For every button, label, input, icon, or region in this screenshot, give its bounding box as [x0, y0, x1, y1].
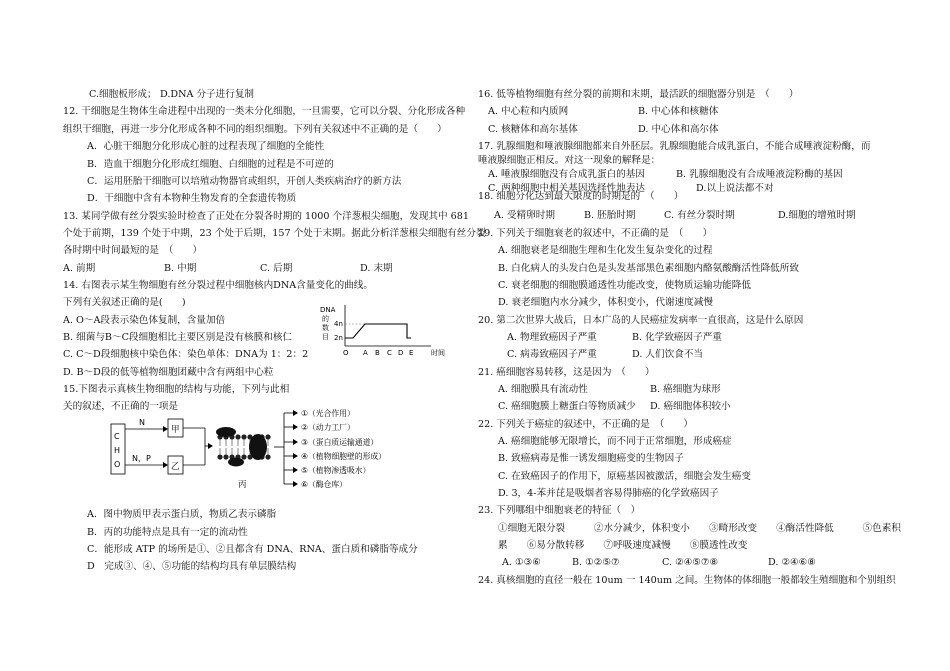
- q22-option-c: C. 在致癌因子的作用下，原癌基因被激活，细胞会发生癌变: [498, 471, 751, 482]
- q21-option-b: B. 癌细胞为球形: [650, 384, 721, 395]
- q18-option-b: B. 胚胎时期: [584, 210, 636, 221]
- label-np: N，P: [132, 454, 151, 463]
- q12-option-c: C．运用胚胎干细胞可以培殖动物器官或组织，开创人类疾病治疗的新方法: [87, 176, 402, 187]
- q15-stem-line2: 关的叙述，不正确的一项是: [63, 401, 179, 412]
- q22-option-d: D. 3，4-苯并芘是吸烟者容易得肺癌的化学致癌因子: [498, 488, 719, 499]
- label-n: N: [139, 418, 145, 427]
- q18-option-a: A. 受精卵时期: [494, 210, 555, 221]
- q22-option-b: B. 致癌病毒是惟一诱发细胞癌变的生物因子: [498, 453, 684, 464]
- q11-option-c: C.细胞板形成；: [89, 89, 157, 100]
- function-6: ⑥（酶仓库）: [301, 480, 347, 489]
- q21-option-d: D. 癌细胞体积较小: [650, 401, 731, 412]
- cho-c: C: [114, 432, 120, 441]
- arrowhead-yi: [163, 462, 168, 468]
- q23-items-line1: ①细胞无限分裂 ②水分减少，体积变小 ③畸形改变 ④酶活性降低 ⑤色素积: [498, 523, 901, 534]
- output-arrows: [284, 413, 293, 484]
- label-yi: 乙: [171, 462, 180, 472]
- q20-stem: 20. 第二次世界大战后，日本广岛的人民癌症发病率一直很高，这是什么原因: [478, 315, 804, 326]
- q14-option-c: C. C～D段细胞核中染色体：染色单体：DNA为 1：2：2: [63, 349, 309, 360]
- q16-option-b: B. 中心体和核糖体: [638, 106, 719, 117]
- label-bing: 丙: [238, 480, 247, 490]
- arrowhead-jia: [163, 426, 168, 432]
- q19-option-a: A. 细胞衰老是细胞生理和生化发生复杂变化的过程: [498, 245, 713, 256]
- q12-stem-line1: 12. 干细胞是生物体生命进程中出现的一类未分化细胞，一旦需要，它可以分裂、分化形成各种: [63, 106, 466, 117]
- q15-option-c: C．能形成 ATP 的场所是①、②且都含有 DNA、RNA、蛋白质和磷脂等成分: [87, 544, 418, 555]
- cho-o: O: [114, 460, 121, 469]
- tick-e: E: [409, 349, 414, 357]
- q22-option-a: A. 癌细胞能够无限增长，而不同于正常细胞，形成癌症: [498, 436, 732, 447]
- q23-option-a: A. ①③⑥: [502, 557, 541, 568]
- q12-option-a: A．心脏干细胞分化形成心脏的过程表现了细胞的全能性: [87, 141, 325, 152]
- q23-option-b: B. ①②⑤⑦: [572, 557, 620, 568]
- q21-option-c: C. 癌细胞膜上糖蛋白等物质减少: [498, 401, 636, 412]
- q17-option-d: D.以上说法都不对: [696, 183, 774, 194]
- q14-option-d: D. B～D段的低等植物细胞团藏中含有两组中心粒: [63, 367, 274, 378]
- q18-option-d: D.细胞的增殖时期: [778, 210, 856, 221]
- tick-2n: 2n: [334, 334, 343, 342]
- q13-option-c: C. 后期: [260, 263, 293, 274]
- q19-option-d: D. 衰老细胞内水分减少，体积变小，代谢速度减慢: [498, 297, 713, 308]
- q15-stem-line1: 15.下图表示真核生物细胞的结构与功能，下列与此相: [63, 384, 290, 395]
- q20-option-c: C. 病毒致癌因子严重: [507, 349, 597, 360]
- q12-stem-line2: 组织干细胞，再进一步分化形成各种不同的组织细胞。下列有关叙述中不正确的是（ ）: [63, 124, 447, 135]
- q23-items-line2: 累 ⑥易分散转移 ⑦呼吸速度减慢 ⑧膜透性改变: [498, 540, 748, 551]
- q15-option-b: B．丙的功能特点是具有一定的流动性: [87, 527, 248, 538]
- q21-stem: 21. 癌细胞容易转移，这是因为 （ ）: [478, 367, 655, 378]
- function-4: ④（植物细胞壁的形成）: [301, 452, 386, 461]
- q23-stem: 23. 下列哪组中细胞衰老的特征（ ）: [478, 505, 641, 516]
- function-5: ⑤（植物渗透吸水）: [301, 466, 371, 475]
- tick-a: A: [363, 349, 368, 357]
- q17-option-b: B. 乳腺细胞没有合成唾液淀粉酶的基因: [676, 169, 843, 180]
- q24-stem: 24. 真核细胞的直径一般在 10um 一 140um 之间。生物体的体细胞一般都较生殖细胞和个别组织: [478, 575, 896, 586]
- q16-stem: 16. 低等植物细胞有丝分裂的前期和末期，最活跃的细胞器分别是 （ ）: [478, 89, 799, 100]
- dna-curve: [345, 324, 411, 338]
- tick-d: D: [398, 349, 404, 357]
- q20-option-b: B. 化学致癌因子严重: [632, 332, 722, 343]
- q13-option-d: D. 末期: [360, 263, 393, 274]
- q22-stem: 22. 下列关于癌症的叙述中，不正确的是 （ ）: [478, 419, 693, 430]
- q17-option-a: A. 唾液腺细胞没有合成乳蛋白的基因: [488, 169, 645, 180]
- tick-b: B: [375, 349, 380, 357]
- q19-stem: 19. 下列关于细胞衰老的叙述中，不正确的是 （ ）: [478, 228, 713, 239]
- q15-option-a: A．图中物质甲表示蛋白质，物质乙表示磷脂: [87, 509, 277, 520]
- q13-option-b: B. 中期: [164, 263, 197, 274]
- q16-option-c: C. 核糖体和高尔基体: [488, 124, 578, 135]
- label-jia: 甲: [171, 425, 180, 435]
- q17-stem-line2: 唾液腺细胞正相反。对这一现象的解释是：: [478, 155, 661, 166]
- membrane-bilayer: [216, 427, 271, 467]
- q17-stem-line1: 17. 乳腺细胞和唾液腺细胞都来自外胚层。乳腺细胞能合成乳蛋白，不能合成唾液淀粉酶，而: [478, 141, 871, 152]
- function-1: ①（光合作用）: [301, 409, 355, 418]
- q18-option-c: C. 有丝分裂时期: [664, 210, 735, 221]
- q13-stem-line3: 各时期中时间最短的是 （ ）: [63, 245, 203, 256]
- q23-option-c: C. ②④⑤⑦⑧: [662, 557, 719, 568]
- q15-option-d: D 完成③、④、⑤功能的结构均具有单层膜结构: [87, 561, 297, 572]
- tick-c: C: [387, 349, 392, 357]
- q14-option-b: B. 细菌与B～C段细胞相比主要区别是没有核膜和核仁: [63, 332, 293, 343]
- q21-option-a: A. 细胞膜具有流动性: [498, 384, 588, 395]
- q23-option-d: D. ②④⑥⑧: [768, 557, 816, 568]
- function-3: ③（蛋白质运输通道）: [301, 438, 379, 447]
- tick-o: O: [343, 349, 349, 357]
- dna-content-graph: [313, 302, 458, 382]
- y-title-3: 数: [322, 324, 329, 332]
- output-arrowheads: [293, 410, 298, 487]
- cell-structure-diagram: [108, 407, 408, 497]
- q16-option-d: D. 中心体和高尔体: [638, 124, 719, 135]
- arrowhead-membrane: [208, 443, 213, 449]
- q11-option-d: D.DNA 分子进行复制: [160, 89, 255, 100]
- q19-option-b: B. 白化病人的头发白色是头发基部黑色素细胞内酪氨酸酶活性降低所致: [498, 263, 799, 274]
- q12-option-b: B．造血干细胞分化形成红细胞、白细胞的过程是不可逆的: [87, 159, 334, 170]
- tick-4n: 4n: [334, 320, 343, 328]
- q19-option-c: C. 衰老细胞的细胞膜通透性功能改变，使物质运输功能降低: [498, 280, 751, 291]
- q13-stem-line1: 13. 某同学做有丝分裂实验时检查了正处在分裂各时期的 1000 个洋葱根尖细胞，发现其中 681: [63, 211, 469, 222]
- q17-option-c: C. 两种细胞中相关基因选择性地表达: [488, 183, 646, 194]
- q20-option-d: D. 人们饮食不当: [632, 349, 704, 360]
- q12-option-d: D．干细胞中含有本物种生物发育的全套遗传物质: [87, 193, 297, 204]
- q20-option-a: A. 物理致癌因子严重: [507, 332, 597, 343]
- q16-option-a: A. 中心粒和内质网: [488, 106, 569, 117]
- q13-stem-line2: 个处于前期，139 个处于中期，23 个处于后期，157 个处于末期。据此分析洋葱根尖细胞有丝分裂: [63, 228, 486, 239]
- cho-h: H: [114, 446, 121, 455]
- x-title: 时间: [431, 349, 445, 357]
- function-2: ②（动力工厂）: [301, 423, 355, 432]
- q18-stem: 18. 细胞分化达到最大限度的时期是的 （ ）: [478, 191, 684, 202]
- y-title-2: 的: [322, 315, 329, 323]
- q14-stem-line2: 下列有关叙述正确的是( ): [63, 297, 186, 308]
- y-title-1: DNA: [320, 306, 336, 314]
- y-title-4: 目: [322, 333, 329, 341]
- q14-stem-line1: 14. 右图表示某生物细胞有丝分裂过程中细胞核内DNA含量变化的曲线。: [63, 280, 373, 291]
- q13-option-a: A. 前期: [63, 263, 96, 274]
- q14-option-a: A. O～A段表示染色体复制，含量加倍: [63, 315, 226, 326]
